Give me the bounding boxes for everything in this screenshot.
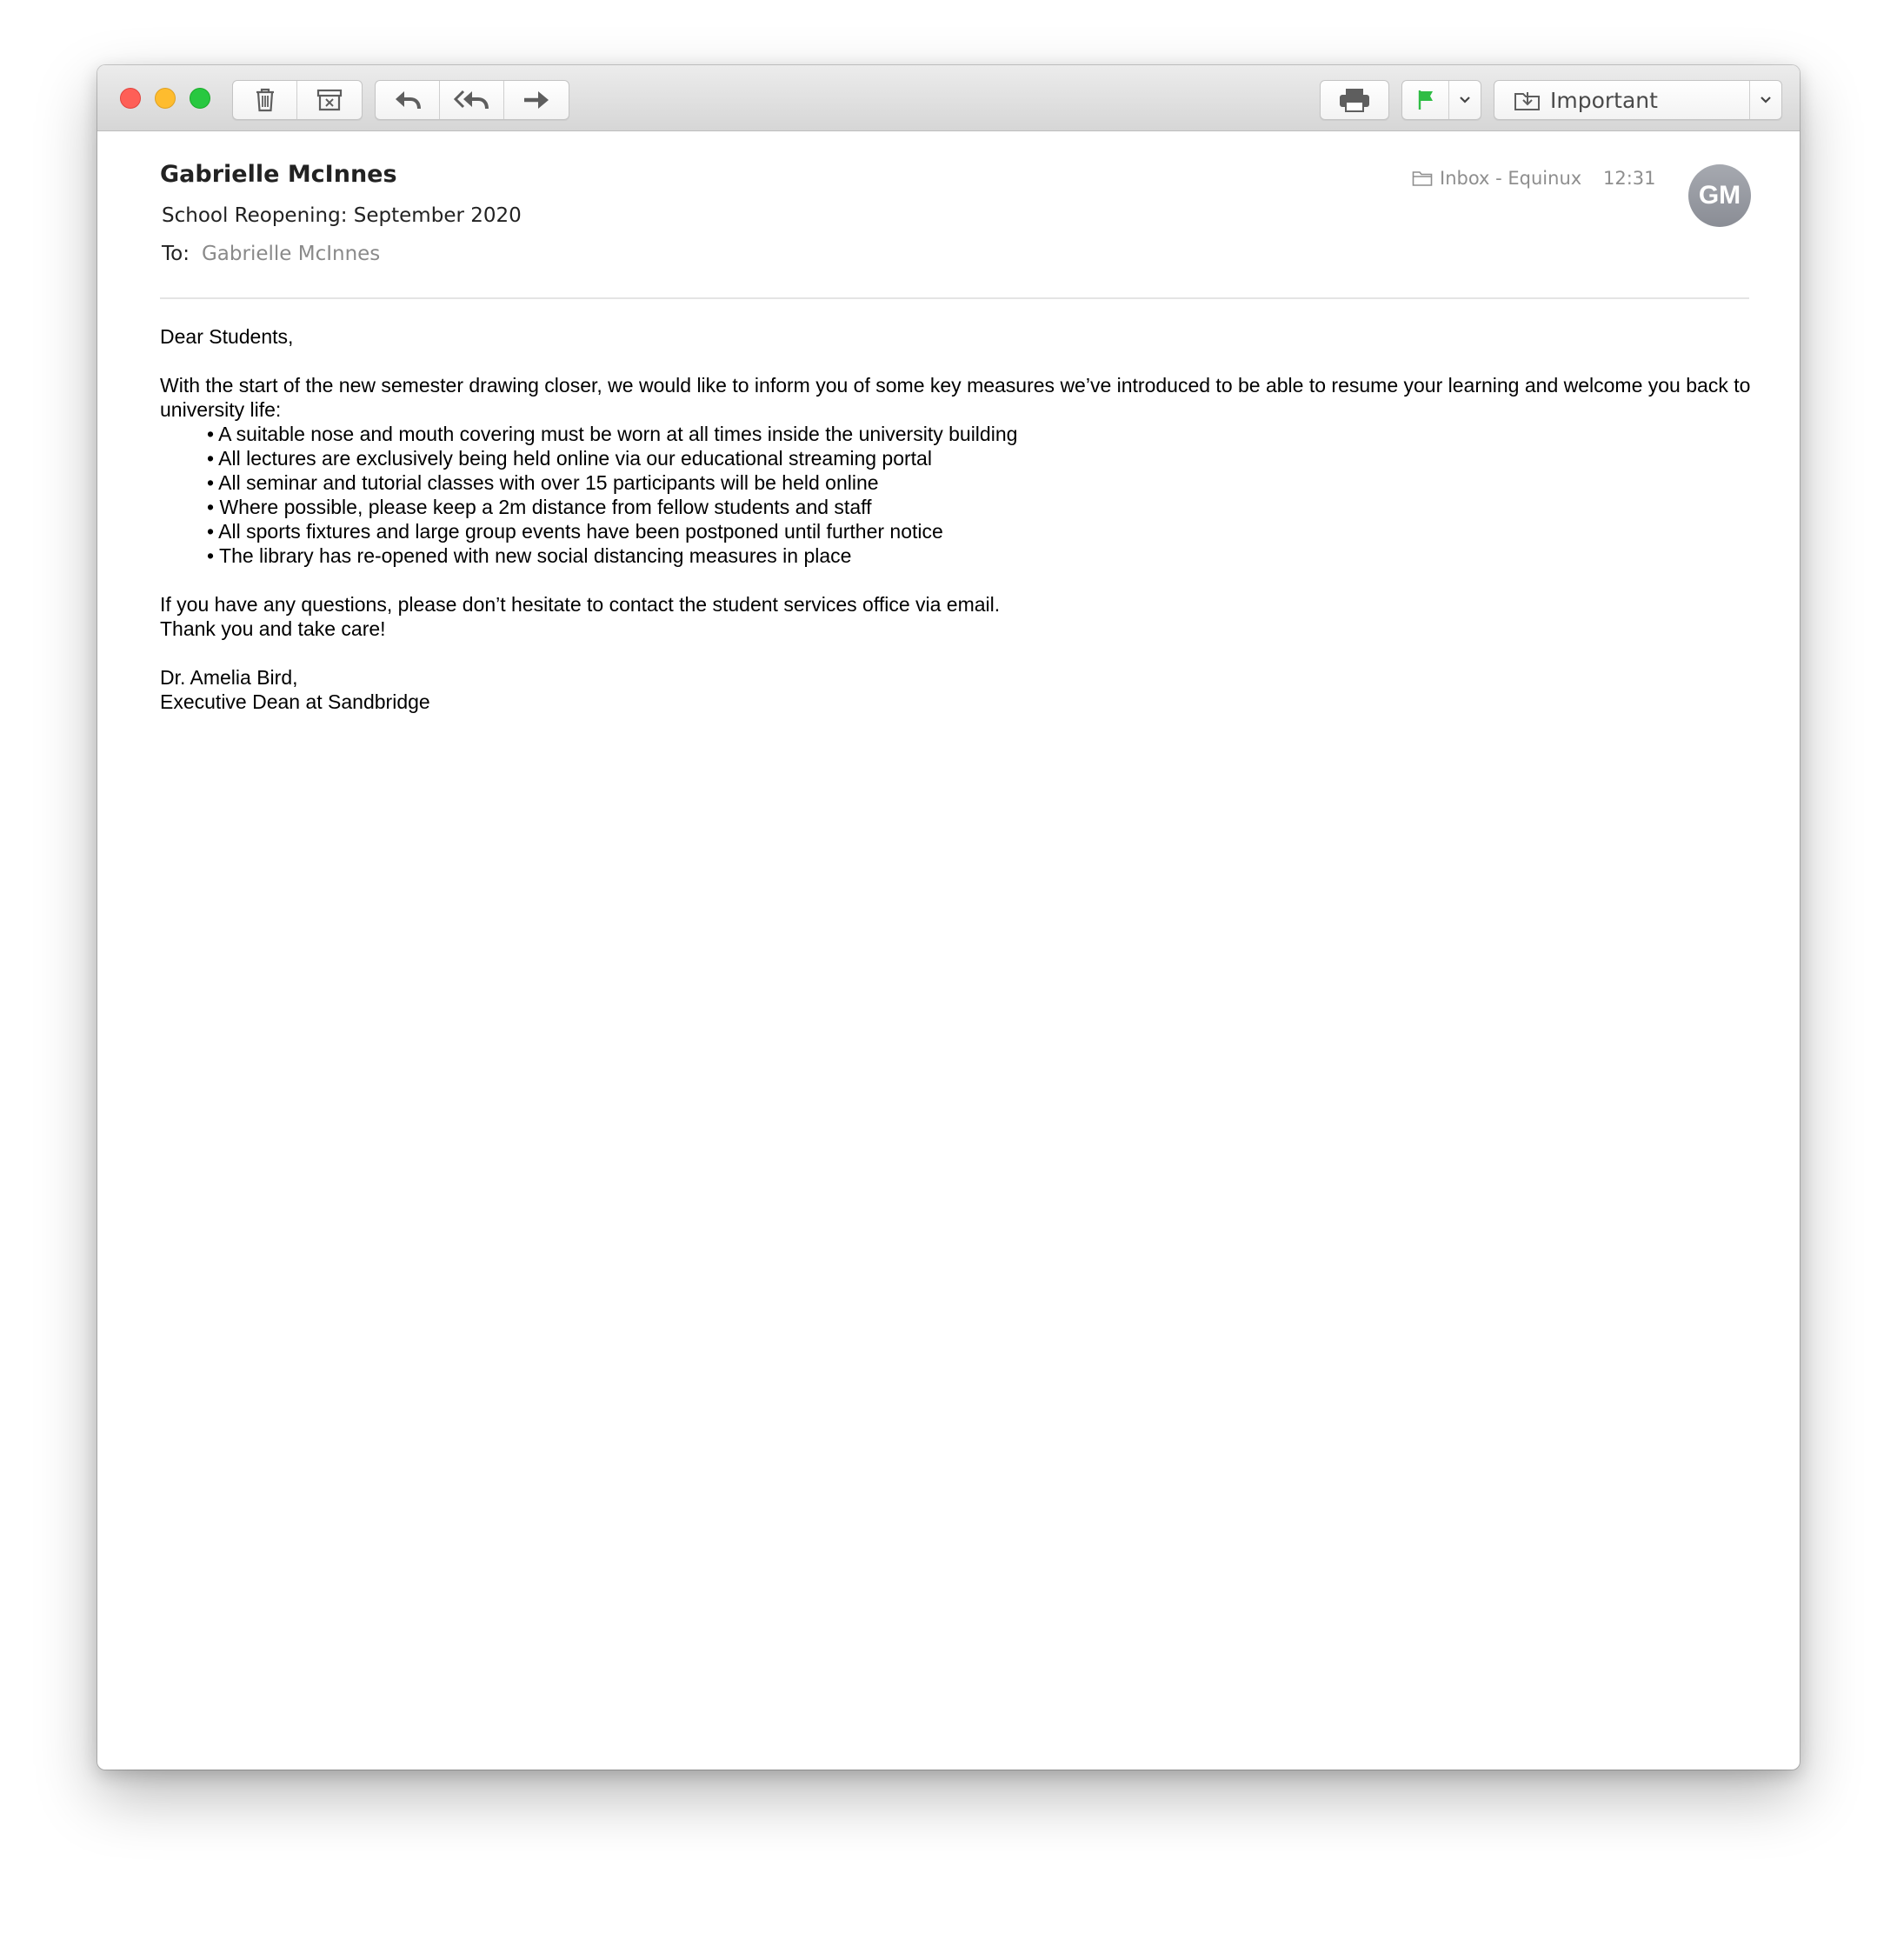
move-to-mailbox-button[interactable] (1494, 81, 1750, 119)
list-item: • All lectures are exclusively being held online via our educational streaming portal (207, 447, 932, 470)
delete-button[interactable] (233, 81, 297, 119)
junk-icon (316, 88, 343, 112)
print-button[interactable] (1321, 81, 1388, 119)
sender-name: Gabrielle McInnes (160, 161, 397, 188)
flag-icon (1416, 89, 1435, 111)
printer-icon (1338, 87, 1371, 113)
to-label: To: (162, 243, 190, 265)
junk-button[interactable] (297, 81, 362, 119)
move-to-mailbox-group (1494, 80, 1782, 120)
move-to-folder-icon (1514, 89, 1541, 111)
mailbox-indicator (1412, 168, 1581, 189)
reply-all-icon (454, 89, 490, 111)
reply-icon (394, 89, 422, 111)
chevron-down-icon (1459, 96, 1471, 104)
flag-menu-button[interactable] (1449, 81, 1481, 119)
list-item: • All sports fixtures and large group events have been postponed until further notice (207, 520, 943, 543)
move-to-mailbox-label: Important (1550, 87, 1658, 113)
delete-junk-group (232, 80, 363, 120)
list-item: • The library has re-opened with new social distancing measures in place (207, 544, 852, 567)
forward-icon (523, 89, 550, 111)
avatar: GM (1688, 164, 1751, 227)
mail-window (97, 65, 1800, 1770)
reply-button[interactable] (376, 81, 440, 119)
reply-all-button[interactable] (440, 81, 504, 119)
mailbox-name: Inbox - Equinux (1440, 168, 1582, 189)
list-item: • All seminar and tutorial classes with over 15 participants will be held online (207, 471, 879, 494)
signature-name: Dr. Amelia Bird, (160, 666, 298, 689)
list-item: • A suitable nose and mouth covering must be worn at all times inside the university building (207, 423, 1018, 445)
thanks-line: Thank you and take care! (160, 617, 386, 640)
list-item: • Where possible, please keep a 2m distance from fellow students and staff (207, 496, 872, 518)
questions-paragraph: If you have any questions, please don’t hesitate to contact the student services office via email. (160, 593, 1001, 616)
chevron-down-icon (1760, 96, 1772, 104)
message-body (160, 324, 1760, 714)
folder-icon (1412, 170, 1433, 187)
mailbox-menu-button[interactable] (1750, 81, 1781, 119)
trash-icon (254, 87, 276, 113)
flag-button[interactable] (1402, 81, 1449, 119)
measures-list (160, 422, 1760, 568)
recipient-name[interactable]: Gabrielle McInnes (201, 243, 381, 265)
print-group (1320, 80, 1389, 120)
message-subject: School Reopening: September 2020 (162, 204, 522, 227)
toolbar (97, 65, 1800, 131)
flag-group (1401, 80, 1481, 120)
reply-forward-group (375, 80, 569, 120)
greeting: Dear Students, (160, 325, 294, 348)
forward-button[interactable] (504, 81, 569, 119)
close-window-button[interactable] (120, 88, 141, 109)
maximize-window-button[interactable] (190, 88, 210, 109)
recipient-line (162, 243, 380, 265)
message-time: 12:31 (1603, 168, 1656, 189)
minimize-window-button[interactable] (155, 88, 176, 109)
signature-title: Executive Dean at Sandbridge (160, 690, 430, 713)
intro-paragraph: With the start of the new semester drawing closer, we would like to inform you of some key measures we’ve introduced to be able to resume your learning and welcome you back to university life: (160, 374, 1751, 421)
